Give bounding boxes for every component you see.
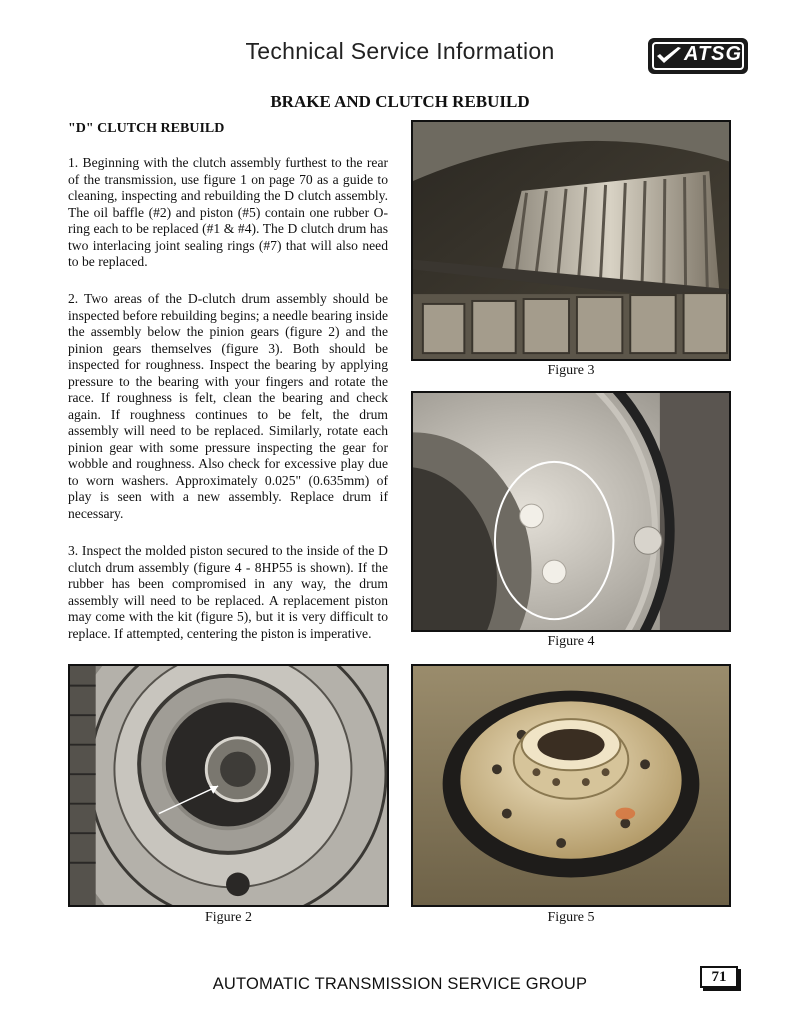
figure-5-photo xyxy=(411,664,731,907)
page-header-title: Technical Service Information xyxy=(245,38,555,64)
figure-4-photo xyxy=(411,391,731,632)
section-title: BRAKE AND CLUTCH REBUILD xyxy=(270,92,530,111)
figure-5-caption: Figure 5 xyxy=(547,910,595,925)
figure-3-caption: Figure 3 xyxy=(547,363,595,378)
figure-3-photo xyxy=(411,120,731,361)
checkmark-logo-icon xyxy=(656,46,682,66)
atsg-logo xyxy=(648,38,748,74)
footer-text: AUTOMATIC TRANSMISSION SERVICE GROUP xyxy=(212,975,588,993)
page-number: 71 xyxy=(700,966,738,988)
subsection-heading: "D" CLUTCH REBUILD xyxy=(68,121,225,136)
logo-text: ATSG xyxy=(684,43,743,65)
figure-2-photo xyxy=(68,664,389,907)
figure-2-caption: Figure 2 xyxy=(204,910,253,925)
figure-4-caption: Figure 4 xyxy=(547,634,595,649)
paragraph-step-3: 3. Inspect the molded piston secured to the inside of the D clutch drum assembly (figure 4 - 8HP55 is shown). If the rubber has been compromised in any way, the drum assembly will need to be replaced. A replacement piston may come with the kit (figure 5), but it is very difficult to replace. If attempted, centering the piston is imperative. xyxy=(68,543,388,641)
paragraph-step-2: 2. Two areas of the D-clutch drum assembly should be inspected before rebuilding begins; a needle bearing inside the assembly below the pinion gears (figure 2) and the pinion gears themselves (figure 3). Both should be inspected for roughness. Inspect the bearing by applying pressure to the bearing with your fingers and rotate the race. If roughness is felt, clean the bearing and check again. If roughness continues to be felt, the drum assembly will need to be replaced. Similarly, rotate each pinion gear with some pressure inspecting the gear for wobble and roughness. Also check for excessive play due to worn washers. Approximately 0.025" (0.635mm) of play is seen with a new assembly. Replace drum if necessary. xyxy=(68,291,388,521)
paragraph-step-1: 1. Beginning with the clutch assembly furthest to the rear of the transmission, use figure 1 on page 70 as a guide to cleaning, inspecting and rebuilding the D clutch assembly. The oil baffle (#2) and piston (#5) contain one rubber O-ring each to be replaced (#1 & #4). The D clutch drum has two interlacing joint sealing rings (#7) that will also need to be replaced. xyxy=(68,155,388,269)
